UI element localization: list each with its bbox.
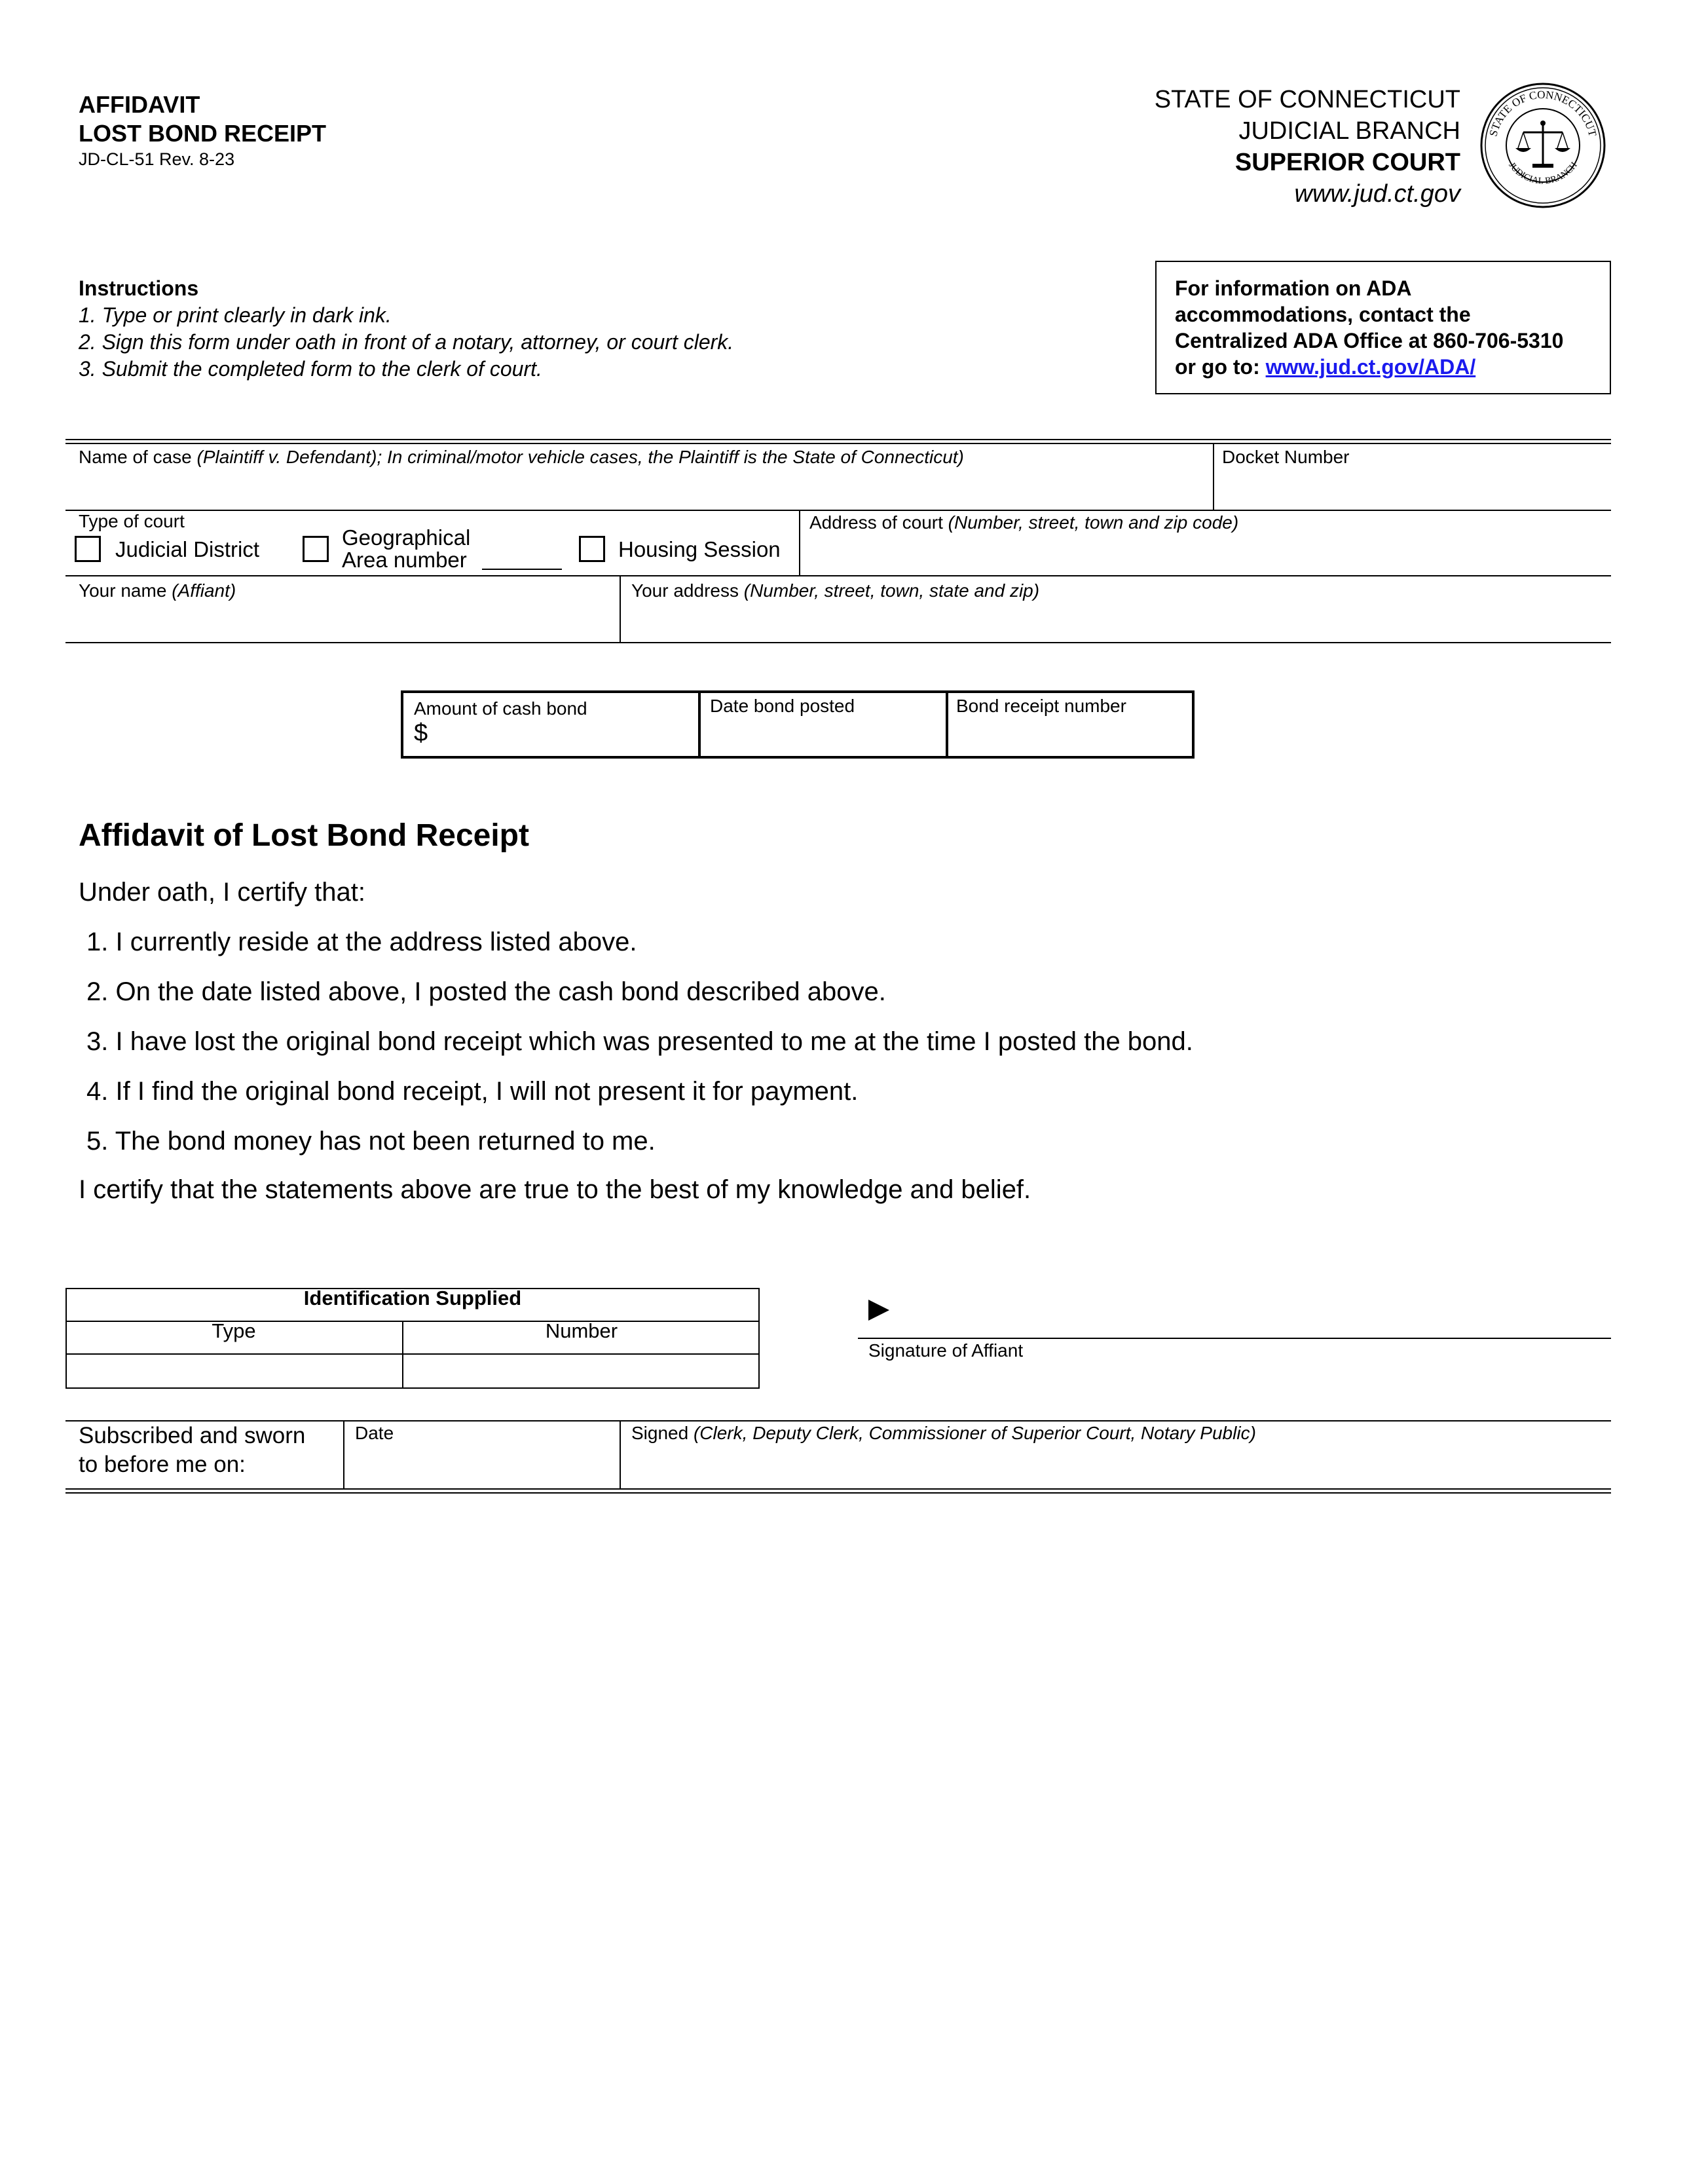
- case-name-field[interactable]: [68, 469, 1210, 507]
- identification-heading: Identification Supplied: [303, 1287, 522, 1309]
- docket-number-field[interactable]: [1217, 469, 1610, 507]
- bond-receipt-field[interactable]: [951, 719, 1189, 753]
- bond-date-label: Date bond posted: [710, 696, 855, 716]
- id-type-field[interactable]: [68, 1356, 401, 1386]
- bond-date-field[interactable]: [703, 719, 943, 753]
- ada-info-box: [1155, 261, 1611, 394]
- affiant-name-label: Your name (Affiant): [79, 580, 236, 601]
- affidavit-item: 5. The bond money has not been returned to me.: [86, 1127, 656, 1156]
- affidavit-closing: I certify that the statements above are true to the best of my knowledge and belief.: [79, 1175, 1031, 1204]
- signed-by-label: Signed (Clerk, Deputy Clerk, Commissioner of Superior Court, Notary Public): [631, 1423, 1256, 1443]
- instruction-item: 2. Sign this form under oath in front of a notary, attorney, or court clerk.: [79, 330, 734, 354]
- court-type-label: Type of court: [79, 511, 185, 531]
- docket-number-label: Docket Number: [1222, 447, 1350, 467]
- website-text: www.jud.ct.gov: [1294, 180, 1460, 208]
- geographical-area-line1: Geographical: [342, 525, 471, 550]
- form-title: [79, 90, 326, 148]
- seal-top-text: STATE OF CONNECTICUT: [1487, 88, 1599, 138]
- affidavit-item: 2. On the date listed above, I posted the cash bond described above.: [86, 977, 886, 1006]
- form-title-line1: AFFIDAVIT: [79, 91, 200, 118]
- ada-line4: [1175, 354, 1563, 380]
- ada-line1: For information on ADA: [1175, 276, 1412, 300]
- currency-symbol: $: [414, 719, 428, 747]
- area-number-field[interactable]: [482, 569, 562, 570]
- affidavit-item: 4. If I find the original bond receipt, I will not present it for payment.: [86, 1077, 859, 1106]
- form-number: JD-CL-51 Rev. 8-23: [79, 149, 235, 169]
- case-name-label: Name of case (Plaintiff v. Defendant); In criminal/motor vehicle cases, the Plaintiff is the State of Connecticut): [79, 447, 964, 467]
- seal-bottom-text: JUDICIAL BRANCH: [1506, 160, 1580, 187]
- court-header: [1155, 84, 1460, 210]
- sworn-label: [79, 1421, 305, 1479]
- ada-line4-prefix: or go to:: [1175, 355, 1266, 379]
- housing-session-label: Housing Session: [618, 537, 781, 561]
- affidavit-item: 1. I currently reside at the address listed above.: [86, 928, 637, 956]
- affidavit-heading: Affidavit of Lost Bond Receipt: [79, 818, 529, 853]
- bond-amount-label: Amount of cash bond: [414, 698, 587, 719]
- affiant-address-field[interactable]: [623, 603, 1610, 639]
- bond-amount-field[interactable]: [435, 721, 694, 753]
- id-type-header: Type: [212, 1319, 256, 1342]
- sworn-label-line1: Subscribed and sworn: [79, 1423, 306, 1448]
- sworn-label-line2: to before me on:: [79, 1452, 246, 1477]
- judicial-district-label: Judicial District: [115, 537, 260, 561]
- seal-icon: [1477, 80, 1608, 211]
- official-signature-field[interactable]: [623, 1445, 1610, 1484]
- affidavit-item: 3. I have lost the original bond receipt which was presented to me at the time I posted the bond.: [86, 1027, 1193, 1056]
- signature-label: Signature of Affiant: [868, 1340, 1024, 1361]
- instruction-item: 3. Submit the completed form to the clerk of court.: [79, 357, 542, 381]
- ada-link[interactable]: www.jud.ct.gov/ADA/: [1265, 355, 1476, 379]
- instructions: [79, 275, 733, 383]
- ada-line2: accommodations, contact the: [1175, 303, 1471, 326]
- id-number-field[interactable]: [405, 1356, 757, 1386]
- affiant-address-label: Your address (Number, street, town, state and zip): [631, 580, 1040, 601]
- court-name: SUPERIOR COURT: [1234, 149, 1460, 176]
- ada-text: [1175, 275, 1563, 380]
- id-number-header: Number: [545, 1319, 618, 1342]
- geographical-area-label: [342, 527, 470, 571]
- geographical-area-checkbox[interactable]: [303, 536, 329, 562]
- affiant-name-field[interactable]: [68, 603, 618, 639]
- geographical-area-line2: Area number: [342, 548, 467, 572]
- judicial-seal: [1477, 80, 1608, 211]
- instructions-heading: Instructions: [79, 276, 199, 300]
- court-address-field[interactable]: [803, 535, 1610, 573]
- branch-name: JUDICIAL BRANCH: [1238, 117, 1460, 145]
- housing-session-checkbox[interactable]: [579, 536, 605, 562]
- sworn-date-field[interactable]: [347, 1445, 618, 1484]
- judicial-district-checkbox[interactable]: [75, 536, 101, 562]
- affidavit-intro: Under oath, I certify that:: [79, 878, 365, 907]
- state-name: STATE OF CONNECTICUT: [1154, 86, 1460, 113]
- bond-receipt-label: Bond receipt number: [956, 696, 1126, 716]
- ada-line3: Centralized ADA Office at 860-706-5310: [1175, 329, 1564, 352]
- affiant-signature-field[interactable]: [895, 1288, 1610, 1336]
- court-address-label: Address of court (Number, street, town and zip code): [809, 512, 1239, 533]
- instruction-item: 1. Type or print clearly in dark ink.: [79, 303, 392, 327]
- form-title-line2: LOST BOND RECEIPT: [79, 120, 327, 147]
- sworn-date-label: Date: [355, 1423, 394, 1443]
- signature-arrow-icon: [868, 1300, 889, 1321]
